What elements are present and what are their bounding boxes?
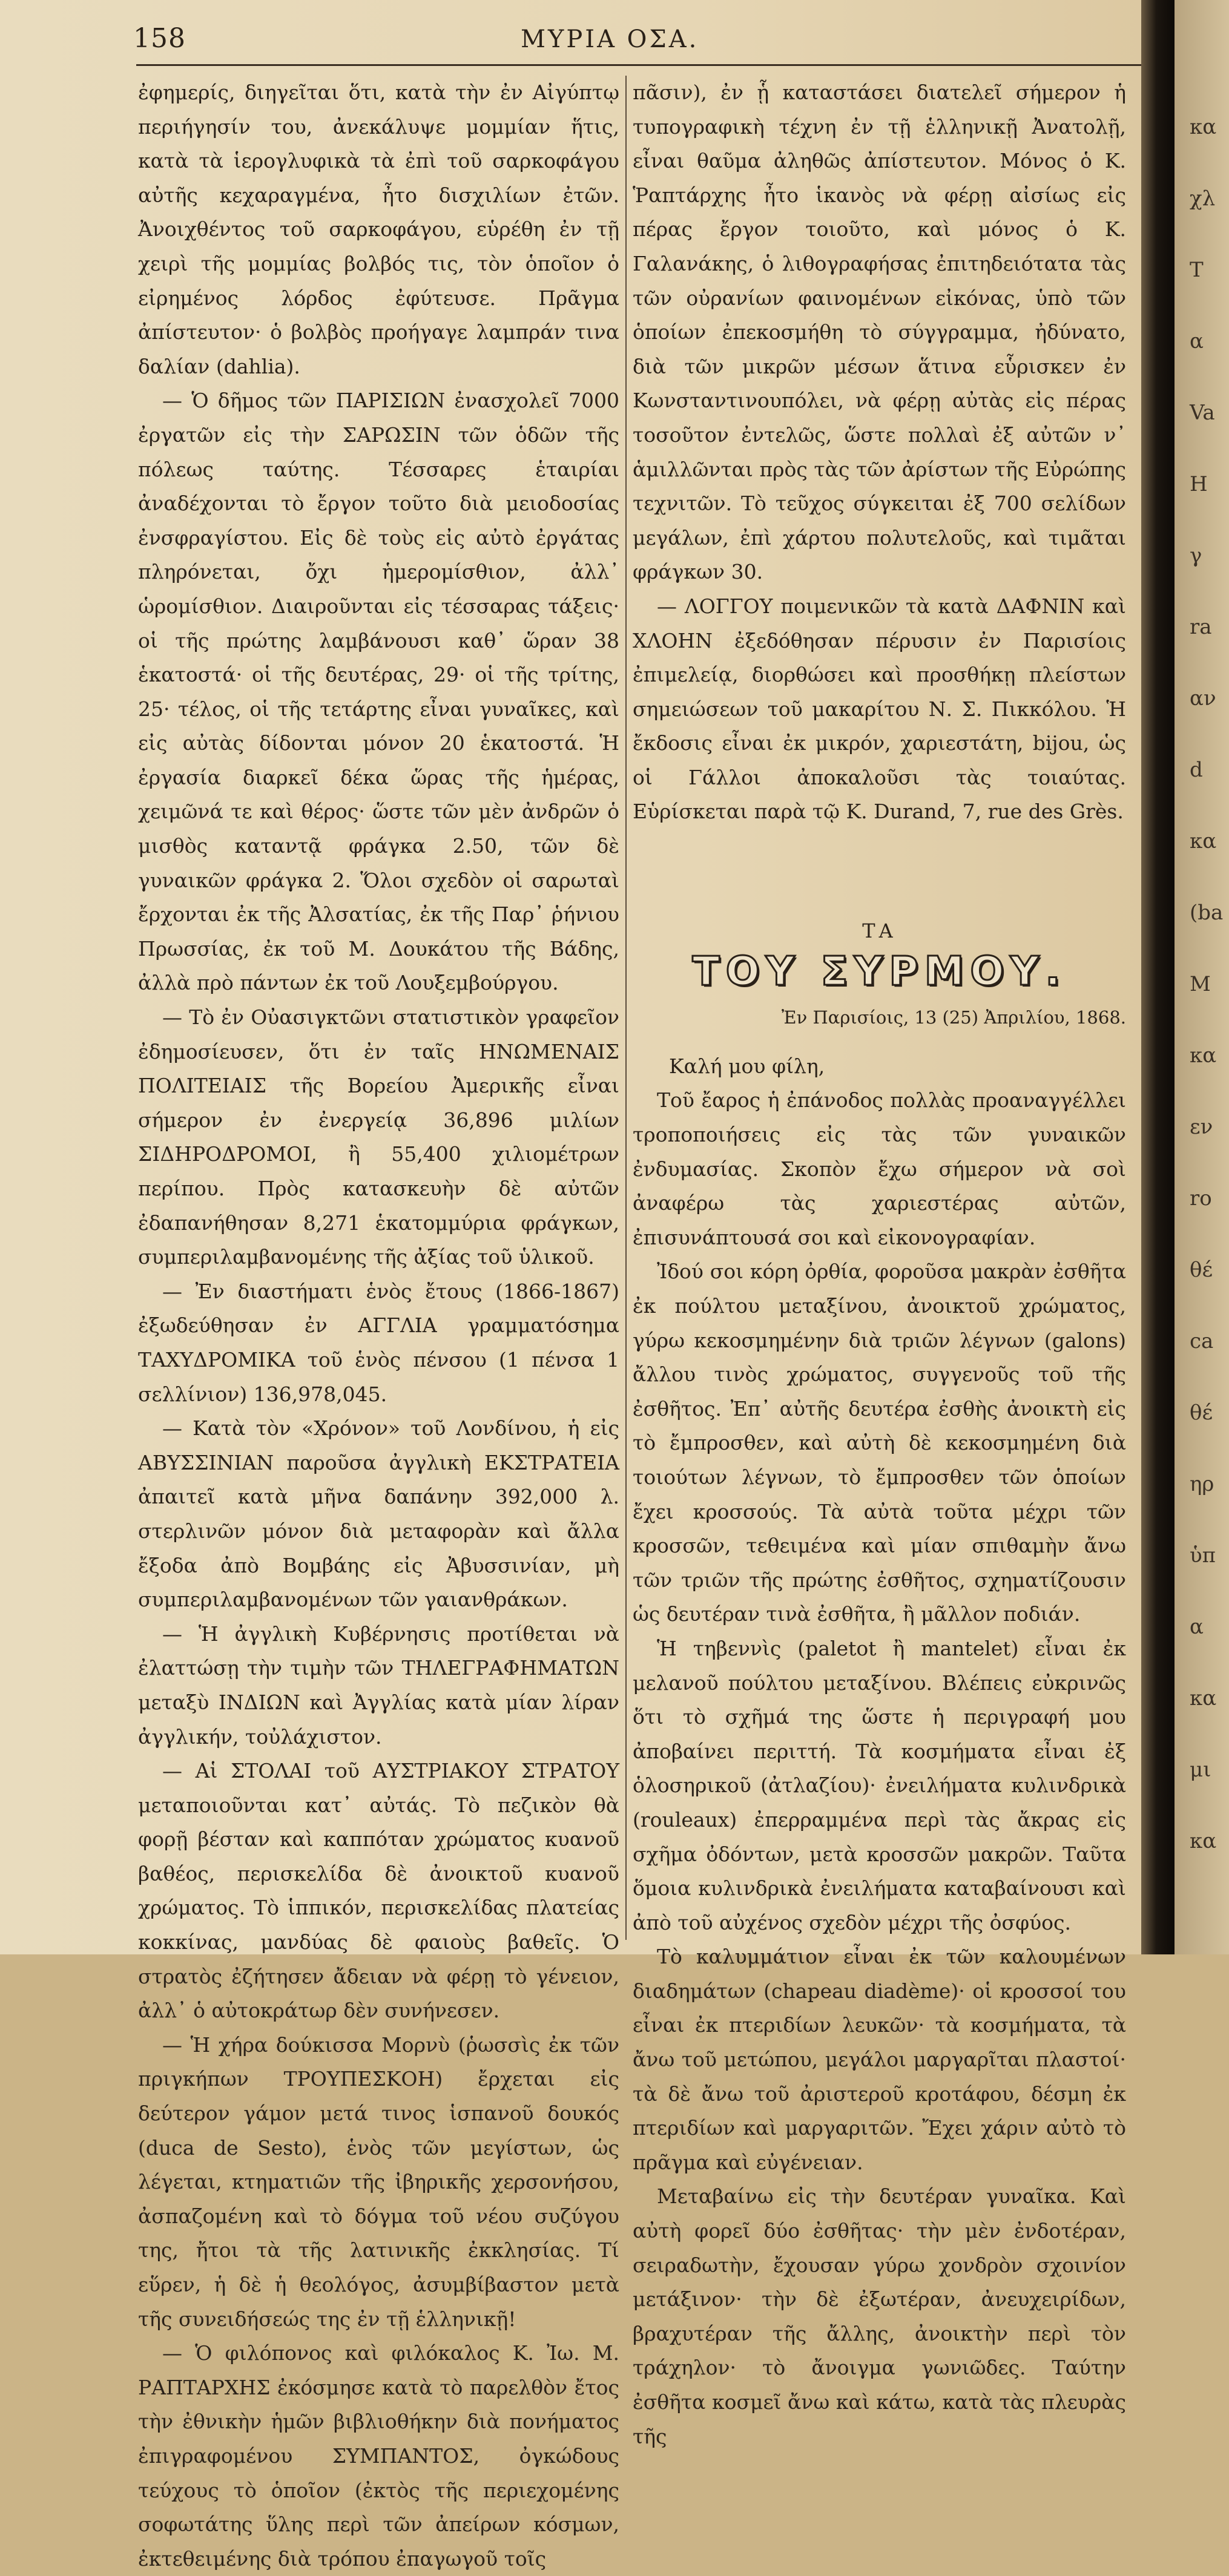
page-header xyxy=(133,18,1138,61)
column-divider xyxy=(625,76,627,1940)
adjacent-page-fragment: Va xyxy=(1190,401,1215,425)
right-column xyxy=(633,76,1126,2454)
adjacent-page-fragment: εν xyxy=(1190,1115,1213,1139)
fashion-feature-heading xyxy=(633,914,1126,994)
feature-greeting: Καλή μου φίλη, xyxy=(669,1054,825,1078)
feature-kicker: ΤΑ xyxy=(862,919,897,943)
page-number: 158 xyxy=(133,23,186,54)
adjacent-page-fragment: γ xyxy=(1190,544,1202,568)
article-paris-street-sweeping: — Ὁ δῆμος τῶν ΠΑΡΙΣΙΩΝ ἐνασχολεῖ 7000 ἐργατῶν εἰς τὴν ΣΑΡΩΣΙΝ τῶν ὁδῶν τῆς πόλεως ταύτης. Τέσσαρες ἑταιρίαι ἀναδέχονται τὸ ἔργον τοῦτο διὰ μειοδοσίας ἐνσφραγίστου. Εἰς δὲ τοὺς εἰς αὐτὸ ἐργάτας πληρόνεται, ὄχι ἡμερομίσθιον, ἀλλ᾽ ὡρομίσθιον. Διαιροῦνται εἰς τέσσαρας τάξεις· οἱ τῆς πρώτης λαμβάνουσι καθ᾽ ὥραν 38 ἑκατοστά· οἱ τῆς δευτέρας, 29· οἱ τῆς τρίτης, 25· τέλος, οἱ τῆς τετάρτης εἶναι γυναῖκες, καὶ εἰς αὐτὰς δίδονται μόνον 20 ἑκατοστά. Ἡ ἐργασία διαρκεῖ δέκα ὥρας τῆς ἡμέρας, χειμῶνά τε καὶ θέρος· ὥστε τῶν μὲν ἀνδρῶν ὁ μισθὸς καταντᾷ φράγκα 2.50, τῶν δὲ γυναικῶν φράγκα 2. Ὅλοι σχεδὸν οἱ σαρωταὶ ἔρχονται ἐκ τῆς Ἀλσατίας, ἐκ τῆς Παρ᾽ ῥήνιου Πρωσσίας, ἐκ τοῦ Μ. Δουκάτου τῆς Βάδης, ἀλλὰ πρὸ πάντων ἐκ τοῦ Λουξεμβούργου. xyxy=(138,389,619,995)
article-duchess-morny: — Ἡ χήρα δούκισσα Μορνὺ (ῥωσσὶς ἐκ τῶν πριγκήπων ΤΡΟΥΠΕΣΚΟΗ) ἔρχεται εἰς δεύτερον γάμον μετά τινος ἱσπανοῦ δουκός (duca de Sesto), ἑνὸς τῶν μεγίστων, ὡς λέγεται, κτηματιῶν τῆς ἰβηρικῆς χερσονήσου, ἀσπαζομένη καὶ τὸ δόγμα τοῦ νέου συζύγου της, ἤτοι τὰ τῆς λατινικῆς ἐκκλησίας. Τί εὕρεν, ἡ δὲ ἡ θεολόγος, ἀσυμβίβαστον μετὰ τῆς συνειδήσεώς της ἐν τῇ ἑλληνικῇ! xyxy=(138,2032,619,2331)
article-daphnis-chloe: — ΛΟΓΓΟΥ ποιμενικῶν τὰ κατὰ ΔΑΦΝΙΝ καὶ ΧΛΟΗΝ ἐξεδόθησαν πέρυσιν ἐν Παρισίοις ἐπιμελείᾳ, διορθώσει καὶ προσθήκῃ πλείστων σημειώσεων τοῦ μακαρίτου Ν. Σ. Πικκόλου. Ἡ ἔκδοσις εἶναι ἐκ μικρόν, χαριεστάτη, bijou, ὡς οἱ Γάλλοι ἀποκαλοῦσι τὰς τοιαύτας. Εὑρίσκεται παρὰ τῷ Κ. Durand, 7, rue des Grès. xyxy=(633,594,1126,824)
article-england-stamps: — Ἐν διαστήματι ἑνὸς ἔτους (1866-1867) ἐξωδεύθησαν ἐν ΑΓΓΛΙΑ γραμματόσημα ΤΑΧΥΔΡΟΜΙΚΑ τοῦ ἑνὸς πένσου (1 πένσα 1 σελλίνιον) 136,978,045. xyxy=(138,1279,619,1406)
adjacent-page-fragment: κα xyxy=(1190,115,1217,139)
article-raptarchis-book: — Ὁ φιλόπονος καὶ φιλόκαλος Κ. Ἰω. Μ. ΡΑΠΤΑΡΧΗΣ ἐκόσμησε κατὰ τὸ παρελθὸν ἔτος τὴν ἐθνικὴν ἡμῶν βιβλιοθήκην διὰ πονήματος ἐπιγραφομένου ΣΥΜΠΑΝΤΟΣ, ὀγκώδους τεύχους τὸ ὁποῖον (ἐκτὸς τῆς περιεχομένης σοφωτάτης ὕλης περὶ τῶν ἀπείρων κόσμων, ἐκτεθειμένης διὰ τρόπου ἐπαγωγοῦ τοῖς xyxy=(138,2341,619,2571)
adjacent-page-fragment: θέ xyxy=(1190,1401,1213,1425)
feature-dateline: Ἐν Παρισίοις, 13 (25) Ἀπριλίου, 1868. xyxy=(781,1007,1126,1028)
feature-paragraph: Μεταβαίνω εἰς τὴν δευτέραν γυναῖκα. Καὶ αὐτὴ φορεῖ δύο ἐσθῆτας· τὴν μὲν ἐνδοτέραν, σειραδωτὴν, ἔχουσαν γύρω χονδρὸν σχοινίον μετάξινον· τὴν δὲ ἐξωτέραν, ἀνευχειρίδων, βραχυτέραν τῆς ἄλλης, ἀνοικτὴν περὶ τὸν τράχηλον· τὸ ἄνοιγμα γωνιῶδες. Ταύτην ἐσθῆτα κοσμεῖ ἄνω καὶ κάτω, κατὰ τὰς πλευρὰς τῆς xyxy=(633,2184,1126,2448)
adjacent-page-fragment: ra xyxy=(1190,615,1212,639)
adjacent-page-fragment: α xyxy=(1190,329,1204,353)
adjacent-page-fragment: H xyxy=(1190,472,1208,496)
adjacent-page-fragment: M xyxy=(1190,972,1211,996)
adjacent-page-fragment: ηρ xyxy=(1190,1472,1214,1496)
adjacent-page-fragment: d xyxy=(1190,758,1203,782)
adjacent-page-fragment: (ba xyxy=(1190,901,1224,925)
article-abyssinia-expedition: — Κατὰ τὸν «Χρόνον» τοῦ Λονδίνου, ἡ εἰς ΑΒΥΣΣΙΝΙΑΝ παροῦσα ἀγγλικὴ ΕΚΣΤΡΑΤΕΙΑ ἀπαιτεῖ κατὰ μῆνα δαπάνην 392,000 λ. στερλινῶν μόνον διὰ μεταφορὰν καὶ ἄλλα ἔξοδα ἀπὸ Βομβάης εἰς Ἀβυσσινίαν, μὴ συμπεριλαμβανομένων τῶν γαιανθράκων. xyxy=(138,1416,619,1612)
adjacent-page-fragment: ro xyxy=(1190,1186,1212,1211)
feature-paragraph: Ἡ τηβεννὶς (paletot ἢ mantelet) εἶναι ἐκ μελανοῦ πούλτου μεταξίνου. Βλέπεις εὐκρινῶς ὅτι τὸ σχῆμά της ὥστε ἡ περιγραφή μου ἀποβαίνει περιττή. Τὰ κοσμήματα εἶναι ἐξ ὁλοσηρικοῦ (ἀτλαζίου)· ἐνειλήματα κυλινδρικὰ (rouleaux) ἐπερραμμένα περὶ τὰς ἄκρας εἰς σχῆμα ὀδόντων, μετὰ κροσσῶν μακρῶν. Ταῦτα ὅμοια κυλινδρικὰ ἐνειλήματα καταβαίνουσι καὶ ἀπὸ τοῦ αὐχένος σχεδὸν μέχρι τῆς ὀσφύος. xyxy=(633,1636,1126,1934)
adjacent-page-fragment: κα xyxy=(1190,1686,1217,1710)
adjacent-page-fragment: αν xyxy=(1190,686,1216,711)
adjacent-page-fragment: κα xyxy=(1190,829,1217,853)
header-rule xyxy=(136,64,1141,66)
adjacent-page-fragment: ὑπ xyxy=(1190,1543,1216,1568)
adjacent-page-fragment: ca xyxy=(1190,1329,1214,1353)
feature-title: ΤΟΥ ΣΥΡΜΟΥ. xyxy=(692,947,1067,994)
adjacent-page-fragment: α xyxy=(1190,1615,1204,1639)
article-mummy-dahlia: ἐφημερίς, διηγεῖται ὅτι, κατὰ τὴν ἐν Αἰγύπτῳ περιήγησίν του, ἀνεκάλυψε μομμίαν ἥτις, κατὰ τὰ ἱερογλυφικὰ τὰ ἐπὶ τοῦ σαρκοφάγου αὐτῆς κεχαραγμένα, ἦτο δισχιλίων ἐτῶν. Ἀνοιχθέντος τοῦ σαρκοφάγου, εὑρέθη ἐν τῇ χειρὶ τῆς μομμίας βολβός τις, τὸν ὁποῖον ὁ εἰρημένος λόρδος ἐφύτευσε. Πρᾶγμα ἀπίστευτον· ὁ βολβὸς προήγαγε λαμπράν τινα δαλίαν (dahlia). xyxy=(138,80,619,378)
feature-paragraph: Τοῦ ἔαρος ἡ ἐπάνοδος πολλὰς προαναγγέλλει τροποποιήσεις εἰς τὰς τῶν γυναικῶν ἐνδυμασίας. Σκοπὸν ἔχω σήμερον νὰ σοὶ ἀναφέρω τὰς χαριεστέρας αὐτῶν, ἐπισυνάπτουσά σοι καὶ εἰκονογραφίαν. xyxy=(633,1088,1126,1249)
adjacent-page-fragment: χλ xyxy=(1190,186,1216,211)
left-column xyxy=(138,76,619,2576)
adjacent-page-edge xyxy=(1175,0,1229,1954)
article-austrian-uniforms: — Αἱ ΣΤΟΛΑΙ τοῦ ΑΥΣΤΡΙΑΚΟΥ ΣΤΡΑΤΟΥ μεταποιοῦνται κατ᾽ αὐτάς. Τὸ πεζικὸν θὰ φορῇ βέσταν καὶ καππόταν χρώματος κυανοῦ βαθέος, περισκελίδα δὲ ἀνοικτοῦ κυανοῦ χρώματος. Τὸ ἱππικόν, περισκελίδας πλατείας κοκκίνας, μανδύας δὲ φαιοὺς βαθεῖς. Ὁ στρατὸς ἐζήτησεν ἄδειαν νὰ φέρῃ τὸ γένειον, ἀλλ᾽ ὁ αὐτοκράτωρ δὲν συνήνεσεν. xyxy=(138,1759,619,2023)
article-continuation: πᾶσιν), ἐν ᾗ καταστάσει διατελεῖ σήμερον ἡ τυπογραφικὴ τέχνη ἐν τῇ ἑλληνικῇ Ἀνατολῇ, εἶναι θαῦμα ἀληθῶς ἀπίστευτον. Μόνος ὁ Κ. Ῥαπτάρχης ἦτο ἱκανὸς νὰ φέρῃ αἰσίως εἰς πέρας ἔργον τοιοῦτο, καὶ μόνος ὁ Κ. Γαλανάκης, ὁ λιθογραφήσας ἐπιτηδειότατα τὰς τῶν οὐρανίων φαινομένων εἰκόνας, ὑπὸ τῶν ὁποίων ἐπεκοσμήθη τὸ σύγγραμμα, ἠδύνατο, διὰ τῶν μικρῶν μέσων ἅτινα εὗρισκεν ἐν Κωνσταντινουπόλει, νὰ φέρῃ αὐτὰς εἰς πέρας τοσοῦτον ἐντελῶς, ὥστε πολλαὶ ἐξ αὐτῶν ν᾽ ἁμιλλῶνται πρὸς τὰς τῶν ἀρίστων τῆς Εὐρώπης τεχνιτῶν. Τὸ τεῦχος σύγκειται ἐξ 700 σελίδων μεγάλων, ἐπὶ χάρτου πολυτελοῦς, καὶ τιμᾶται φράγκων 30. xyxy=(633,80,1126,584)
article-telegraph-rates: — Ἡ ἀγγλικὴ Κυβέρνησις προτίθεται νὰ ἐλαττώσῃ τὴν τιμὴν τῶν ΤΗΛΕΓΡΑΦΗΜΑΤΩΝ μεταξὺ ΙΝΔΙΩΝ καὶ Ἀγγλίας κατὰ μίαν λίραν ἀγγλικήν, τοὐλάχιστον. xyxy=(138,1622,619,1749)
adjacent-page-fragment: κα xyxy=(1190,1829,1217,1853)
article-us-railroads: — Τὸ ἐν Οὐασιγκτῶνι στατιστικὸν γραφεῖον ἐδημοσίευσεν, ὅτι ἐν ταῖς ΗΝΩΜΕΝΑΙΣ ΠΟΛΙΤΕΙΑΙΣ τῆς Βορείου Ἀμερικῆς εἶναι σήμερον ἐν ἐνεργείᾳ 36,896 μιλίων ΣΙΔΗΡΟΔΡΟΜΟΙ, ἢ 55,400 χιλιομέτρων περίπου. Πρὸς κατασκευὴν δὲ αὐτῶν ἐδαπανήθησαν 8,271 ἑκατομμύρια φράγκων, συμπεριλαμβανομένης τῆς ἀξίας τοῦ ὑλικοῦ. xyxy=(138,1005,619,1269)
adjacent-page-fragment: κα xyxy=(1190,1043,1217,1068)
adjacent-page-fragment: Τ xyxy=(1190,258,1204,282)
adjacent-page-fragment: μι xyxy=(1190,1758,1211,1782)
adjacent-page-fragment: θέ xyxy=(1190,1258,1213,1282)
running-title: ΜΥΡΙΑ ΟΣΑ. xyxy=(521,25,699,53)
book-gutter xyxy=(1141,0,1175,1954)
feature-paragraph: Ἰδού σοι κόρη ὀρθία, φοροῦσα μακρὰν ἐσθῆτα ἐκ πούλτου μεταξίνου, ἀνοικτοῦ χρώματος, γύρω κεκοσμημένην διὰ τριῶν λέγνων (galons) ἄλλου τινὸς χρώματος, συγγενοῦς τοῦ τῆς ἐσθῆτος. Ἐπ᾽ αὐτῆς δευτέρα ἐσθὴς ἀνοικτὴ εἰς τὸ ἔμπροσθεν, καὶ αὐτὴ δὲ κεκοσμημένη διὰ τοιούτων λέγνων, τὸ ἔμπροσθεν τῶν ὁποίων ἔχει κροσσούς. Τὰ αὐτὰ τοῦτα μέχρι τῶν κροσσῶν, τεθειμένα καὶ μίαν σπιθαμὴν ἄνω τῶν τριῶν τῆς πρώτης ἐσθῆτος, σχηματίζουσιν ὡς δευτέραν τινὰ ἐσθῆτα, ἢ μᾶλλον ποδιάν. xyxy=(633,1260,1126,1626)
feature-paragraph: Τὸ καλυμμάτιον εἶναι ἐκ τῶν καλουμένων διαδημάτων (chapeau diadème)· οἱ κροσσοί του εἶναι ἐκ πτεριδίων λευκῶν· τὰ κοσμήματα, τὰ ἄνω τοῦ μετώπου, μεγάλοι μαργαρῖται πλαστοί· τὰ δὲ ἄνω τοῦ ἀριστεροῦ κροτάφου, δέσμη ἐκ πτεριδίων καὶ μαργαριτῶν. Ἔχει χάριν αὐτὸ τὸ πρᾶγμα καὶ εὐγένειαν. xyxy=(633,1945,1126,2174)
